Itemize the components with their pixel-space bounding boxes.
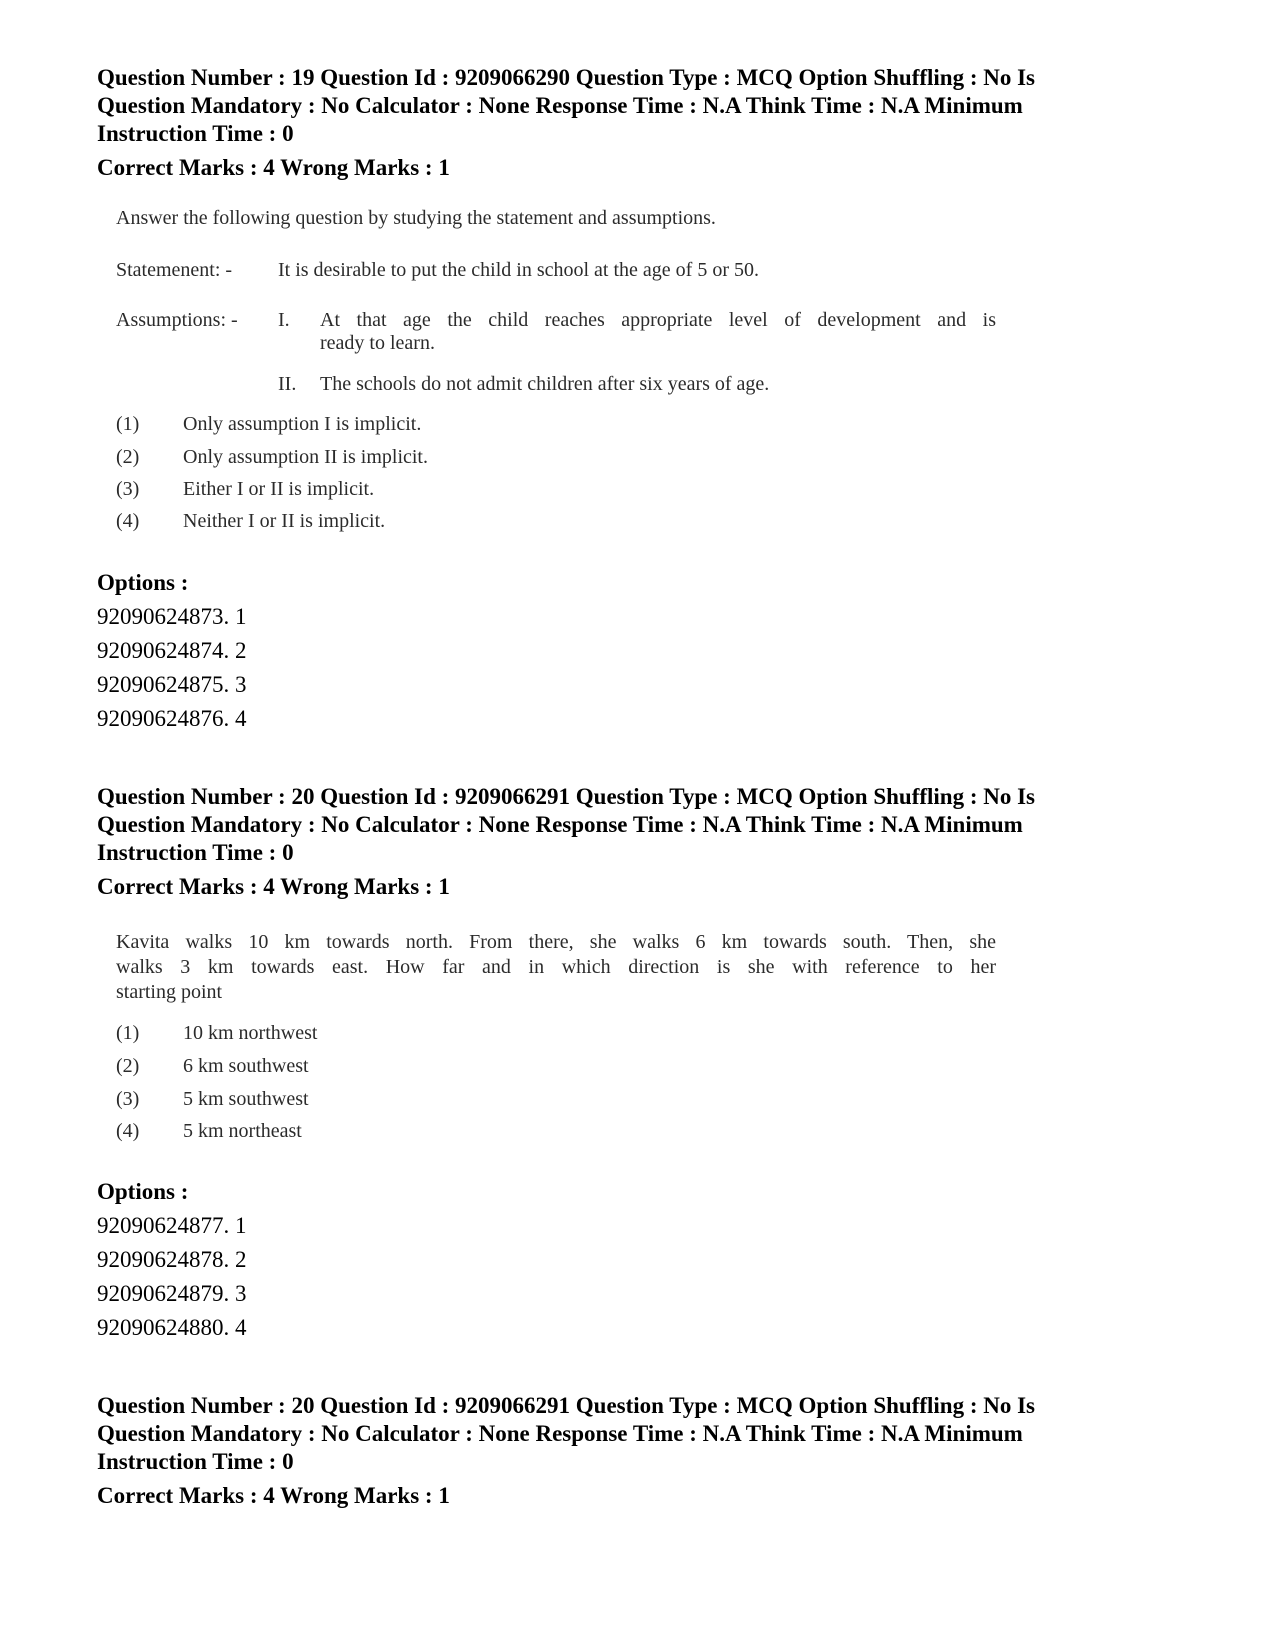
option-item: 92090624877. 1: [97, 1213, 247, 1238]
assumption-1-number: I.: [278, 309, 290, 331]
statement-text: It is desirable to put the child in school at the age of 5 or 50.: [278, 259, 759, 281]
choice-number: (4): [116, 1120, 140, 1142]
assumption-2-text: The schools do not admit children after six years of age.: [320, 373, 770, 395]
question-19-marks: Correct Marks : 4 Wrong Marks : 1: [97, 155, 450, 180]
assumptions-label: Assumptions: -: [116, 309, 238, 331]
option-item: 92090624879. 3: [97, 1281, 247, 1306]
choice-text: Only assumption II is implicit.: [183, 446, 428, 468]
question-text: starting point: [116, 981, 223, 1003]
question-text: Kavita walks 10 km towards north. From there, she walks 6 km towards south. Then, she: [116, 931, 996, 953]
choice-number: (1): [116, 413, 140, 435]
choice-text: Either I or II is implicit.: [183, 478, 375, 500]
choice-number: (4): [116, 510, 140, 532]
question-19-meta: [97, 64, 1177, 148]
question-text: walks 3 km towards east. How far and in which direction is she with reference to her: [116, 956, 996, 978]
choice-number: (2): [116, 1055, 140, 1077]
meta-line: Question Mandatory : No Calculator : None Response Time : N.A Think Time : N.A Minimum: [97, 1421, 1023, 1446]
question-20-marks: Correct Marks : 4 Wrong Marks : 1: [97, 874, 450, 899]
assumption-2-number: II.: [278, 373, 297, 395]
option-item: 92090624878. 2: [97, 1247, 247, 1272]
meta-line: Question Mandatory : No Calculator : None Response Time : N.A Think Time : N.A Minimum: [97, 93, 1023, 118]
choice-number: (2): [116, 446, 140, 468]
question-20-repeat-marks: Correct Marks : 4 Wrong Marks : 1: [97, 1483, 450, 1508]
choice-text: Only assumption I is implicit.: [183, 413, 422, 435]
meta-line: Instruction Time : 0: [97, 1449, 294, 1474]
assumption-1-text: At that age the child reaches appropriate level of development and is: [320, 309, 996, 331]
meta-line: Question Mandatory : No Calculator : None Response Time : N.A Think Time : N.A Minimum: [97, 812, 1023, 837]
option-item: 92090624876. 4: [97, 706, 247, 731]
choice-text: 6 km southwest: [183, 1055, 309, 1077]
options-heading: Options :: [97, 570, 189, 595]
meta-line: Instruction Time : 0: [97, 121, 294, 146]
question-20-meta: [97, 783, 1177, 867]
statement-label: Statemenent: -: [116, 259, 233, 281]
choice-text: 10 km northwest: [183, 1022, 318, 1044]
choice-text: Neither I or II is implicit.: [183, 510, 386, 532]
choice-text: 5 km northeast: [183, 1120, 302, 1142]
meta-line: Question Number : 19 Question Id : 9209066290 Question Type : MCQ Option Shuffling : No Is: [97, 65, 1036, 90]
choice-number: (3): [116, 478, 140, 500]
option-item: 92090624880. 4: [97, 1315, 247, 1340]
meta-line: Question Number : 20 Question Id : 9209066291 Question Type : MCQ Option Shuffling : No Is: [97, 784, 1036, 809]
question-20-repeat-meta: [97, 1392, 1177, 1476]
choice-number: (3): [116, 1088, 140, 1110]
instruction-text: Answer the following question by studying the statement and assumptions.: [116, 207, 716, 229]
meta-line: Question Number : 20 Question Id : 9209066291 Question Type : MCQ Option Shuffling : No Is: [97, 1393, 1036, 1418]
option-item: 92090624874. 2: [97, 638, 247, 663]
meta-line: Instruction Time : 0: [97, 840, 294, 865]
option-item: 92090624875. 3: [97, 672, 247, 697]
choice-number: (1): [116, 1022, 140, 1044]
assumption-1-text-cont: ready to learn.: [320, 332, 435, 354]
options-heading: Options :: [97, 1179, 189, 1204]
option-item: 92090624873. 1: [97, 604, 247, 629]
choice-text: 5 km southwest: [183, 1088, 309, 1110]
